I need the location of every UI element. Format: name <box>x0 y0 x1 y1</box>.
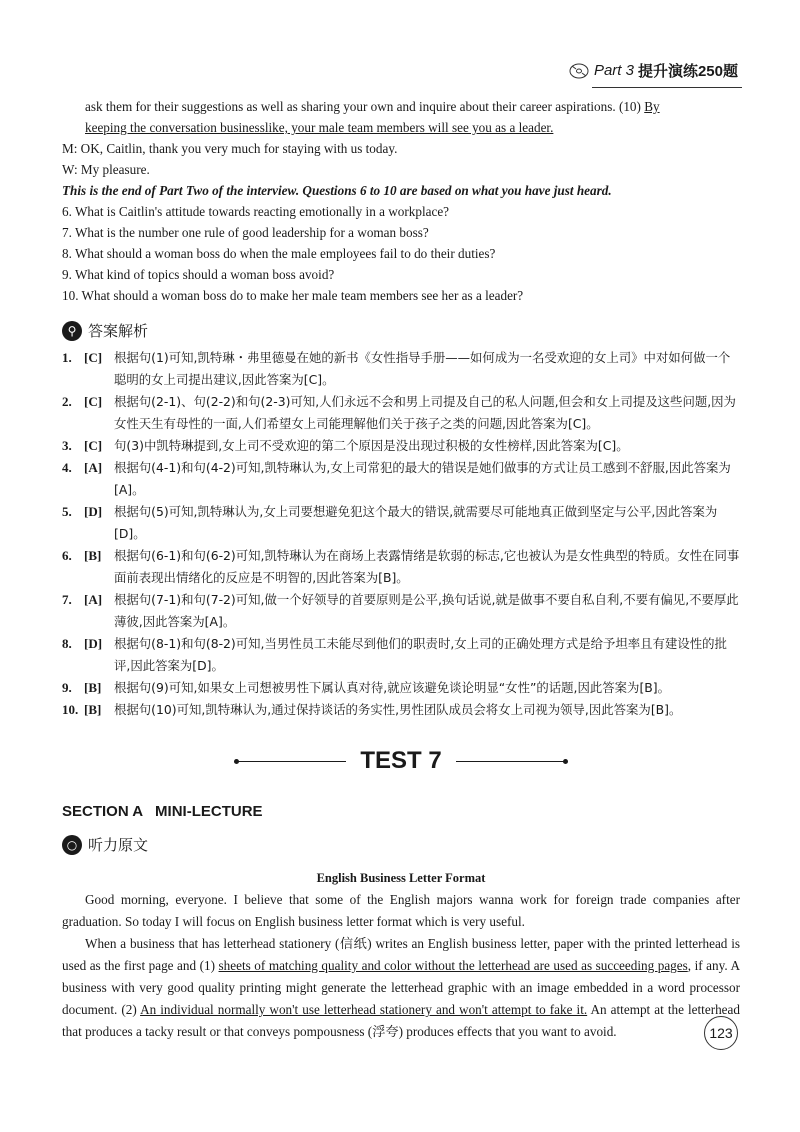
paragraph: Good morning, everyone. I believe that some of the English majors wanna work for foreign trade companies after graduation. So today I will focus on English business letter format which is very useful. <box>62 892 740 929</box>
answer-section-heading: ⚲ 答案解析 <box>62 320 740 341</box>
question-item: 8. What should a woman boss do when the male employees fail to do their duties? <box>62 246 496 261</box>
decor-rule <box>236 761 346 762</box>
question-item: 10. What should a woman boss do to make her male team members see her as a leader? <box>62 288 524 303</box>
page-header <box>568 60 738 81</box>
header-title: 提升演练250题 <box>637 63 738 80</box>
header-rule <box>592 87 742 88</box>
answer-item: 10. [B] 根据句(10)可知,凯特琳认为,通过保持谈话的务实性,男性团队成员会将女上司视为领导,因此答案为[B]。 <box>62 702 682 717</box>
part-end-note: This is the end of Part Two of the interview. Questions 6 to 10 are based on what you have just heard. <box>62 183 612 198</box>
answer-item: 5. [D] 根据句(5)可知,凯特琳认为,女上司要想避免犯这个最大的错误,就需要尽可能地真正做到坚定与公平,因此答案为[D]。 <box>62 504 718 541</box>
page-number: 123 <box>704 1016 738 1050</box>
answer-item: 8. [D] 根据句(8-1)和句(8-2)可知,当男性员工未能尽到他们的职责时,女上司的正确处理方式是给予坦率且有建设性的批评,因此答案为[D]。 <box>62 636 727 673</box>
magnifier-icon: ⚲ <box>62 321 82 341</box>
test-heading: TEST 7 <box>62 747 740 775</box>
answer-item: 7. [A] 根据句(7-1)和句(7-2)可知,做一个好领导的首要原则是公平,换句话说,就是做事不要自私自利,不要有偏见,不要厚此薄彼,因此答案为[A]。 <box>62 592 739 629</box>
paragraph: When a business that has letterhead stationery (信纸) writes an English business letter, paper with the printed letterhead is used as the first page and (1) sheets of matching quality and color without the letterhead are used as succeeding pages, if any. A business with very good quality printing might generate the letterhead graphic with an image embedded in a word processor document. (2) An individual normally won't use letterhead stationery and won't attempt to fake it. An attempt at the letterhead that produces a tacky result or that conveys pompousness (浮夸) produces effects that you want to avoid. <box>62 936 740 1039</box>
answer-item: 2. [C] 根据句(2-1)、句(2-2)和句(2-3)可知,人们永远不会和男上司提及自己的私人问题,但会和女上司提及这些问题,因为女性天生有母性的一面,人们希望女上司能理解他们关于孩子之类的问题,因此答案为[C]。 <box>62 394 736 431</box>
headphones-icon: ○ <box>62 835 82 855</box>
answer-item: 3. [C] 句(3)中凯特琳提到,女上司不受欢迎的第二个原因是没出现过积极的女性榜样,因此答案为[C]。 <box>62 438 629 453</box>
section-heading: SECTION A MINI-LECTURE <box>62 803 263 820</box>
answer-item: 9. [B] 根据句(9)可知,如果女上司想被男性下属认真对待,就应该避免谈论明显“女性”的话题,因此答案为[B]。 <box>62 680 670 695</box>
listening-heading: ○ 听力原文 <box>62 834 740 855</box>
question-item: 7. What is the number one rule of good leadership for a woman boss? <box>62 225 429 240</box>
question-item: 6. What is Caitlin's attitude towards reacting emotionally in a workplace? <box>62 204 450 219</box>
page-content <box>62 96 740 1043</box>
answer-item: 6. [B] 根据句(6-1)和句(6-2)可知,凯特琳认为在商场上表露情绪是软弱的标志,它也被认为是女性典型的特质。女性在同事面前表现出情绪化的反应是不明智的,因此答案为[B]。 <box>62 548 740 585</box>
decor-rule <box>456 761 566 762</box>
transcript-line: ask them for their suggestions as well as sharing your own and inquire about their career aspirations. (10) By <box>85 99 660 114</box>
question-item: 9. What kind of topics should a woman boss avoid? <box>62 267 335 282</box>
speaker-m-line: M: OK, Caitlin, thank you very much for staying with us today. <box>62 141 398 156</box>
header-part: Part 3 <box>593 62 634 79</box>
speaker-w-line: W: My pleasure. <box>62 162 150 177</box>
answer-item: 1. [C] 根据句(1)可知,凯特琳・弗里德曼在她的新书《女性指导手册——如何成为一名受欢迎的女上司》中对如何做一个聪明的女上司提出建议,因此答案为[C]。 <box>62 350 731 387</box>
answer-item: 4. [A] 根据句(4-1)和句(4-2)可知,凯特琳认为,女上司常犯的最大的错误是她们做事的方式让员工感到不舒服,因此答案为[A]。 <box>62 460 731 497</box>
cd-icon <box>568 62 590 80</box>
transcript-line: keeping the conversation businesslike, your male team members will see you as a leader. <box>85 120 554 135</box>
lecture-title: English Business Letter Format <box>316 871 486 885</box>
